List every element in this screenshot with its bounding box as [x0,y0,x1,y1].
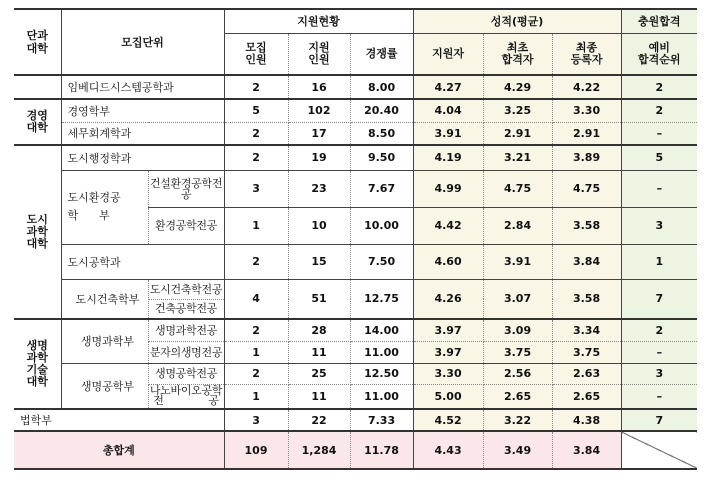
cell-applicant-avg: 5.00 [413,384,483,409]
total-row [14,431,697,469]
cell-waitlist: 2 [621,75,697,99]
college-life-science: 생명 과학 기술 대학 [14,319,61,409]
cell-first-pass: 4.75 [483,170,552,207]
cell-ratio: 12.75 [350,279,413,319]
major-name: 건축공학전공 [148,299,224,319]
cell-quota: 3 [224,170,288,207]
cell-quota: 1 [224,341,288,363]
cell-first-pass: 3.22 [483,409,552,431]
cell-final-registered: 4.22 [552,75,621,99]
total-first-pass: 3.49 [483,431,552,469]
header-first-pass: 최초 합격자 [483,33,552,75]
cell-final-registered: 2.63 [552,363,621,384]
cell-applicants: 19 [288,145,350,170]
unit-name: 생명공학부 [61,363,148,409]
cell-quota: 5 [224,99,288,122]
cell-final-registered: 3.84 [552,244,621,279]
cell-applicant-avg: 4.04 [413,99,483,122]
header-applicants: 지원 인원 [288,33,350,75]
cell-applicant-avg: 4.27 [413,75,483,99]
header-ratio: 경쟁률 [350,33,413,75]
college-urban-science: 도시 과학 대학 [14,145,61,319]
cell-final-registered: 2.65 [552,384,621,409]
cell-ratio: 10.00 [350,207,413,244]
table-row [14,279,697,299]
unit-name: 도시환경공 학 부 [61,170,148,244]
cell-applicants: 25 [288,363,350,384]
cell-ratio: 11.00 [350,384,413,409]
table-row [14,99,697,122]
cell-applicants: 23 [288,170,350,207]
cell-waitlist: 2 [621,99,697,122]
cell-first-pass: 2.56 [483,363,552,384]
table-row [14,409,697,431]
cell-final-registered: 3.58 [552,279,621,319]
cell-final-registered: 3.89 [552,145,621,170]
cell-quota: 2 [224,244,288,279]
header-final: 충원합격 [621,9,697,33]
cell-ratio: 7.33 [350,409,413,431]
cell-quota: 2 [224,145,288,170]
cell-ratio: 20.40 [350,99,413,122]
unit-name: 도시공학과 [61,244,224,279]
cell-applicant-avg: 4.52 [413,409,483,431]
cell-ratio: 8.50 [350,122,413,145]
cell-applicant-avg: 3.91 [413,122,483,145]
header-final-registered: 최종 등록자 [552,33,621,75]
cell-applicants: 102 [288,99,350,122]
cell-ratio: 11.00 [350,341,413,363]
cell-first-pass: 3.21 [483,145,552,170]
cell-waitlist: – [621,384,697,409]
unit-name: 법학부 [14,409,224,431]
cell-waitlist: – [621,122,697,145]
cell-applicants: 10 [288,207,350,244]
cell-waitlist: 2 [621,319,697,341]
cell-applicants: 51 [288,279,350,319]
cell-quota: 2 [224,319,288,341]
major-name: 생명과학전공 [148,319,224,341]
table-row [14,122,697,145]
table-row [14,244,697,279]
cell-first-pass: 4.29 [483,75,552,99]
cell-quota: 3 [224,409,288,431]
header-quota: 모집 인원 [224,33,288,75]
cell-applicants: 11 [288,384,350,409]
major-name: 생명공학전공 [148,363,224,384]
header-applicant-avg: 지원자 [413,33,483,75]
cell-applicants: 11 [288,341,350,363]
cell-final-registered: 2.91 [552,122,621,145]
major-name: 분자의생명전공 [148,341,224,363]
major-name: 도시건축학전공 [148,279,224,299]
cell-waitlist: – [621,170,697,207]
cell-applicants: 16 [288,75,350,99]
cell-quota: 1 [224,384,288,409]
total-quota: 109 [224,431,288,469]
header-apply-status: 지원현황 [224,9,413,33]
cell-quota: 2 [224,363,288,384]
cell-applicant-avg: 4.42 [413,207,483,244]
cell-applicant-avg: 3.30 [413,363,483,384]
table-row [14,145,697,170]
cell-quota: 4 [224,279,288,319]
cell-applicant-avg: 3.97 [413,341,483,363]
cell-ratio: 14.00 [350,319,413,341]
cell-ratio: 7.67 [350,170,413,207]
total-applicants: 1,284 [288,431,350,469]
cell-first-pass: 3.07 [483,279,552,319]
college-business: 경영 대학 [14,99,61,145]
cell-waitlist: 3 [621,363,697,384]
table-row [14,75,697,99]
cell-applicants: 17 [288,122,350,145]
cell-ratio: 9.50 [350,145,413,170]
unit-name: 세무회계학과 [61,122,224,145]
cell-ratio: 8.00 [350,75,413,99]
cell-quota: 2 [224,75,288,99]
cell-first-pass: 2.65 [483,384,552,409]
cell-first-pass: 3.09 [483,319,552,341]
total-applicant-avg: 4.43 [413,431,483,469]
cell-first-pass: 2.91 [483,122,552,145]
unit-name: 도시행정학과 [61,145,224,170]
cell-waitlist: 5 [621,145,697,170]
cell-applicant-avg: 4.60 [413,244,483,279]
college-cell [14,75,61,99]
cell-final-registered: 3.34 [552,319,621,341]
cell-applicants: 28 [288,319,350,341]
header-unit: 모집단위 [61,9,224,75]
cell-first-pass: 2.84 [483,207,552,244]
table-row [14,363,697,384]
cell-final-registered: 4.75 [552,170,621,207]
cell-waitlist: – [621,341,697,363]
unit-name: 임베디드시스템공학과 [61,75,224,99]
cell-applicants: 15 [288,244,350,279]
cell-ratio: 7.50 [350,244,413,279]
major-name: 건설환경공학전공 [148,170,224,207]
unit-name: 경영학부 [61,99,224,122]
cell-first-pass: 3.25 [483,99,552,122]
total-ratio: 11.78 [350,431,413,469]
table-row [14,170,697,207]
unit-name: 생명과학부 [61,319,148,363]
total-label: 총합계 [14,431,224,469]
header-waitlist: 예비 합격순위 [621,33,697,75]
cell-waitlist: 7 [621,409,697,431]
cell-applicant-avg: 3.97 [413,319,483,341]
cell-waitlist: 7 [621,279,697,319]
cell-final-registered: 3.75 [552,341,621,363]
header-college: 단과 대학 [14,9,61,75]
cell-quota: 1 [224,207,288,244]
cell-first-pass: 3.75 [483,341,552,363]
cell-final-registered: 3.58 [552,207,621,244]
cell-applicant-avg: 4.99 [413,170,483,207]
cell-applicant-avg: 4.26 [413,279,483,319]
cell-quota: 2 [224,122,288,145]
cell-waitlist: 3 [621,207,697,244]
total-waitlist-empty [621,431,697,469]
cell-final-registered: 4.38 [552,409,621,431]
header-grades: 성적(평균) [413,9,621,33]
major-name: 나노바이오공학 전 공 [149,384,223,408]
admission-results-table [14,8,697,470]
cell-ratio: 12.50 [350,363,413,384]
cell-waitlist: 1 [621,244,697,279]
cell-first-pass: 3.91 [483,244,552,279]
unit-name: 도시건축학부 [61,279,148,319]
total-final-registered: 3.84 [552,431,621,469]
major-name: 환경공학전공 [148,207,224,244]
cell-final-registered: 3.30 [552,99,621,122]
table-row [14,319,697,341]
cell-applicants: 22 [288,409,350,431]
cell-applicant-avg: 4.19 [413,145,483,170]
